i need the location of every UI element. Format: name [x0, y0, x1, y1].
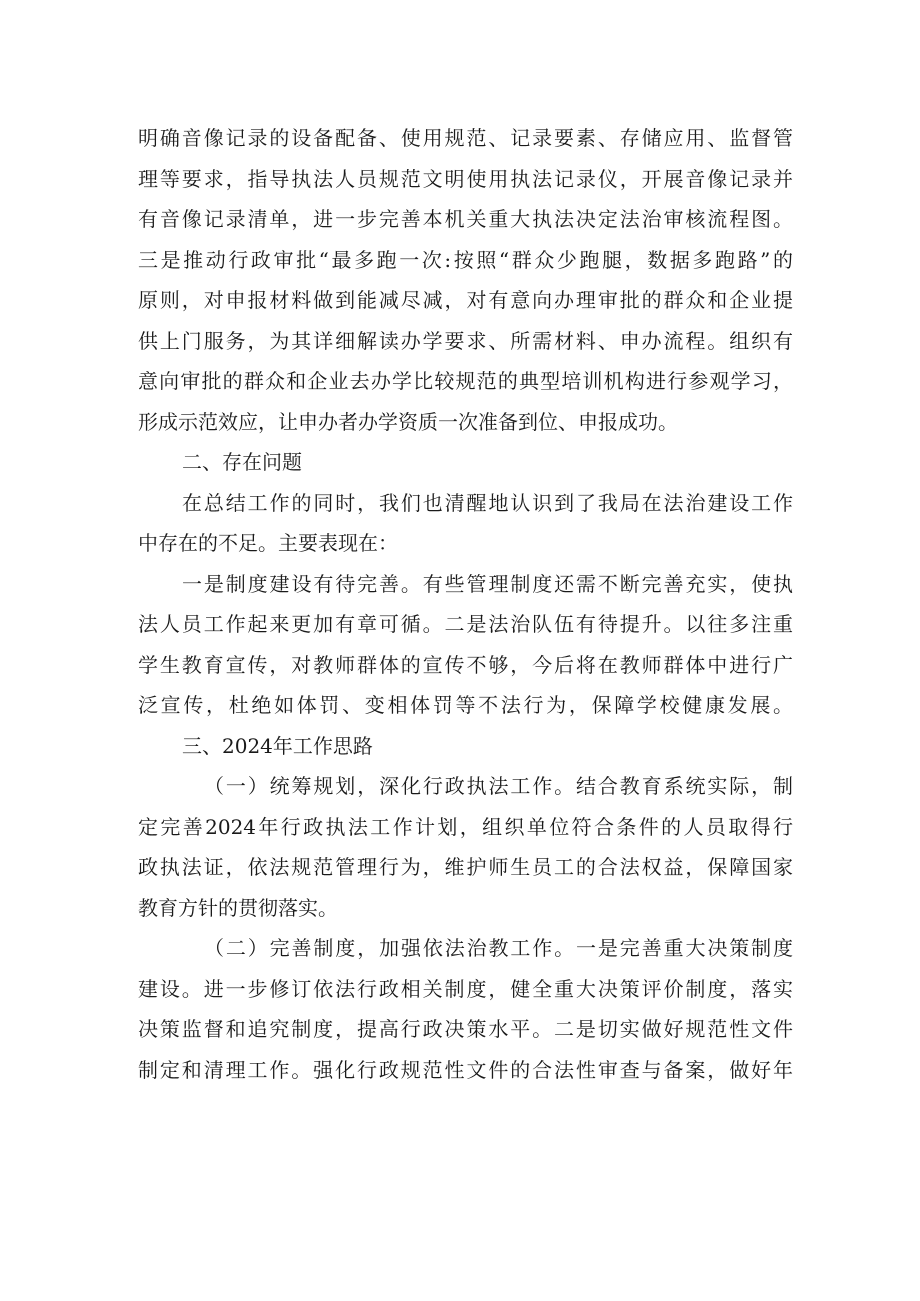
- text-line: 中存在的不足。主要表现在：: [138, 531, 398, 555]
- text-line: 法人员工作起来更加有章可循。二是法治队伍有待提升。以往多注重: [138, 612, 793, 636]
- text-line: 在总结工作的同时，我们也清醒地认识到了我局在法治建设工作: [182, 490, 793, 515]
- text-line: 政执法证，依法规范管理行为，维护师生员工的合法权益，保障国家: [138, 855, 793, 879]
- text-line: 理等要求，指导执法人员规范文明使用执法记录仪，开展音像记录并: [138, 166, 793, 191]
- text-line: 定完善2024年行政执法工作计划，组织单位符合条件的人员取得行: [138, 814, 793, 839]
- text-line: 形成示范效应，让申办者办学资质一次准备到位、申报成功。: [138, 409, 678, 434]
- text-line: 决策监督和追究制度，提高行政决策水平。二是切实做好规范性文件: [138, 1017, 793, 1041]
- text-line: 教育方针的贯彻落实。: [138, 895, 338, 920]
- text-line: 学生教育宣传，对教师群体的宣传不够，今后将在教师群体中进行广: [138, 652, 793, 677]
- text-line: 明确音像记录的设备配备、使用规范、记录要素、存储应用、监督管: [138, 126, 793, 150]
- text-line: 一是制度建设有待完善。有些管理制度还需不断完善充实，使执: [182, 571, 793, 596]
- text-line: 供上门服务，为其详细解读办学要求、所需材料、申办流程。组织有: [138, 328, 793, 353]
- text-line: 二、存在问题: [182, 450, 302, 474]
- document-body: [138, 118, 793, 1090]
- text-line: 制定和清理工作。强化行政规范性文件的合法性审查与备案，做好年: [138, 1057, 793, 1082]
- text-line: 建设。进一步修订依法行政相关制度，健全重大决策评价制度，落实: [138, 976, 793, 1001]
- text-line: 三、2024年工作思路: [182, 733, 373, 758]
- text-line: 意向审批的群众和企业去办学比较规范的典型培训机构进行参观学习，: [138, 369, 793, 393]
- text-line: （二）完善制度，加强依法治教工作。一是完善重大决策制度: [204, 936, 793, 960]
- text-line: 泛宣传，杜绝如体罚、变相体罚等不法行为，保障学校健康发展。: [138, 693, 793, 717]
- text-line: 原则，对申报材料做到能减尽减，对有意向办理审批的群众和企业提: [138, 288, 793, 312]
- text-line: 三是推动行政审批“最多跑一次:按照“群众少跑腿，数据多跑路”的: [138, 247, 793, 272]
- text-line: 有音像记录清单，进一步完善本机关重大执法决定法治审核流程图。: [138, 207, 793, 231]
- text-line: （一）统筹规划，深化行政执法工作。结合教育系统实际，制: [204, 774, 793, 798]
